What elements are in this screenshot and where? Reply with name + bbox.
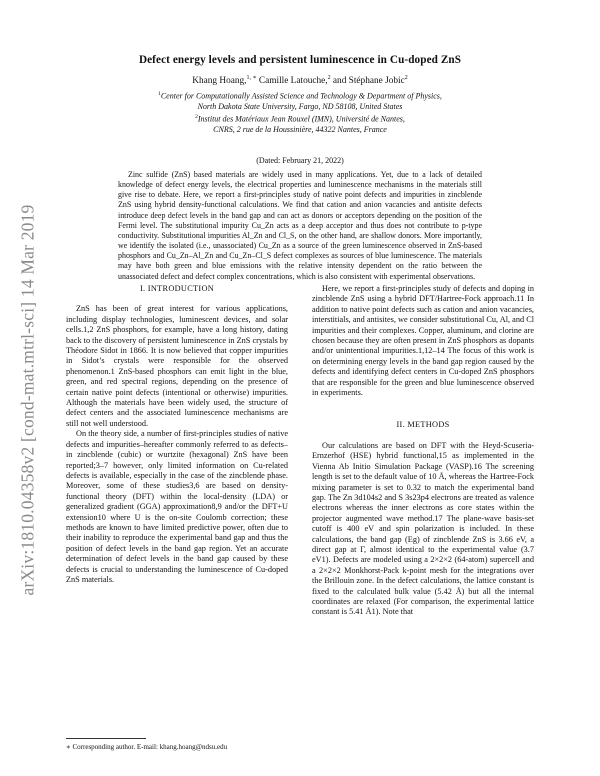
affiliation-line: CNRS, 2 rue de la Houssinière, 44322 Nantes, France xyxy=(213,125,387,135)
abstract: Zinc sulfide (ZnS) based materials are widely used in many applications. Yet, due to a lack of detailed knowledge of defect energy levels, the electrical properties and luminescence mechanisms in the materials still give rise to debate. Here, we report a first-principles study of native point defects and impurities in zincblende ZnS using hybrid density-functional calculations. We find that cation and anion vacancies and antisite defects introduce deep defect levels in the band gap and can act as donors or acceptors depending on the position of the Fermi level. The substitutional impurity Cu_Zn acts as a deep acceptor and thus does not contribute to p-type conductivity. Substitutional impurities Al_Zn and Cl_S, on the other hand, are shallow donors. More importantly, we identify the isolated (i.e., unassociated) Cu_Zn as a source of the green luminescence observed in ZnS-based phosphors and Cu_Zn–Al_Zn and Cu_Zn–Cl_S defect complexes as sources of blue luminescence. The materials may have both green and blue emissions with the relative intensity dependent on the ratio between the unassociated defect and defect complex concentrations, which is also consistent with experimental observations. xyxy=(118,170,482,281)
author-affiliation-mark: 1, ∗ xyxy=(246,75,257,81)
arxiv-identifier[interactable]: arXiv:1810.04358v2 [cond-mat.mtrl-sci] 14 Mar 2019 xyxy=(17,204,38,596)
author-list xyxy=(60,74,540,86)
affiliation-line: North Dakota State University, Fargo, ND 58108, United States xyxy=(197,102,403,112)
affiliation-line: Institut des Matériaux Jean Rouxel (IMN), Université de Nantes, xyxy=(197,114,405,124)
paragraph: On the theory side, a number of first-principles studies of native defects and impurities–hereafter commonly referred to as defects–in zincblende (cubic) or wurtzite (hexagonal) ZnS have been reported;3–7 however, only limited information on Cu-related defects is available, especially in the case of the zincblende phase. Moreover, some of these studies3,6 are based on density-functional theory (DFT) within the local-density (LDA) or generalized gradient (GGA) approximation8,9 and/or the DFT+U extension10 where U is the on-site Coulomb correction; these methods are known to have limited predictive power, often due to their inability to reproduce the experimental band gap and thus the position of defect levels in the band gap region. Yet an accurate determination of defect levels in the band gap caused by these defects is crucial to understanding the luminescence of Cu-doped ZnS materials. xyxy=(66,429,288,584)
author-affiliation-mark: 2 xyxy=(327,75,331,81)
left-column xyxy=(66,284,288,585)
paper-title: Defect energy levels and persistent luminescence in Cu-doped ZnS xyxy=(138,54,462,66)
date-line: (Dated: February 21, 2022) xyxy=(256,156,344,165)
footnote: ∗ Corresponding author. E-mail: khang.hoang@ndsu.edu xyxy=(66,743,228,751)
arxiv-identifier-sidebar xyxy=(8,90,48,710)
right-column xyxy=(312,284,534,618)
affiliation-mark: 2 xyxy=(195,114,198,120)
author-affiliation-mark: 2 xyxy=(404,75,408,81)
author-name: Khang Hoang, xyxy=(192,76,247,87)
paragraph: Here, we report a first-principles study of defects and doping in zincblende ZnS using a hybrid DFT/Hartree-Fock approach.11 In addition to native point defects such as cation and anion vacancies, interstitials, and antisites, we consider substitutional Cu, Al, and Cl impurities and their complexes. Copper, aluminum, and clorine are chosen because they are often present in ZnS phosphors as dopants and/or unintentional impurities.1,12–14 The focus of this work is on determining energy levels in the band gap region caused by the defects and identifying defect centers in Cu-doped ZnS phosphors that are responsible for the green and blue luminescence observed in experiments. xyxy=(312,284,534,398)
affiliation-mark: 1 xyxy=(158,91,161,97)
section-heading-introduction: I. INTRODUCTION xyxy=(139,284,215,293)
paragraph: Our calculations are based on DFT with the Heyd-Scuseria-Ernzerhof (HSE) hybrid functional,15 as implemented in the Vienna Ab Initio Simulation Package (VASP).16 The screening length is set to the default value of 10 Å, whereas the Hartree-Fock mixing parameter is set to 0.32 to match the experimental band gap. The Zn 3d104s2 and S 3s23p4 electrons are treated as valence electrons whereas the inner electrons as core states within the projector augmented wave method.17 The plane-wave basis-set cutoff is 400 eV and spin polarization is included. In these calculations, the band gap (Eg) of zincblende ZnS is 3.66 eV, a direct gap at Γ, almost identical to the experimental value (3.7 eV1). Defects are modeled using a 2×2×2 (64-atom) supercell and a 2×2×2 Monkhorst-Pack k-point mesh for the integrations over the Brillouin zone. In the defect calculations, the lattice constant is fixed to the calculated bulk value (5.42 Å) but all the internal coordinates are relaxed (For comparison, the experimental lattice constant is 5.41 Å1). Note that xyxy=(312,440,534,617)
author-name: and Stéphane Jobic xyxy=(332,76,405,87)
paragraph: ZnS has been of great interest for various applications, including display technologies, luminescent devices, and solar cells.1,2 ZnS phosphors, for example, have a long history, dating back to the discovery of persistent luminescence in ZnS crystals by Théodore Sidot in 1866. It is now believed that copper impurities in Sidot’s crystals were responsible for the observed phenomenon.1 ZnS-based phosphors can emit light in the blue, green, and red spectral regions, depending on the presence of certain native point defects (intentional or otherwise) impurities. Although the materials have been widely used, the structure of defect centers and the associated luminescence mechanisms are still not well understood. xyxy=(66,304,288,428)
affiliation-1 xyxy=(60,89,540,113)
affiliation-2 xyxy=(60,112,540,136)
footnote-rule xyxy=(66,738,146,739)
author-name: Camille Latouche, xyxy=(258,76,328,87)
affiliation-line: Center for Computationally Assisted Science and Technology & Department of Physics, xyxy=(160,91,442,101)
section-heading-methods: II. METHODS xyxy=(396,420,450,430)
